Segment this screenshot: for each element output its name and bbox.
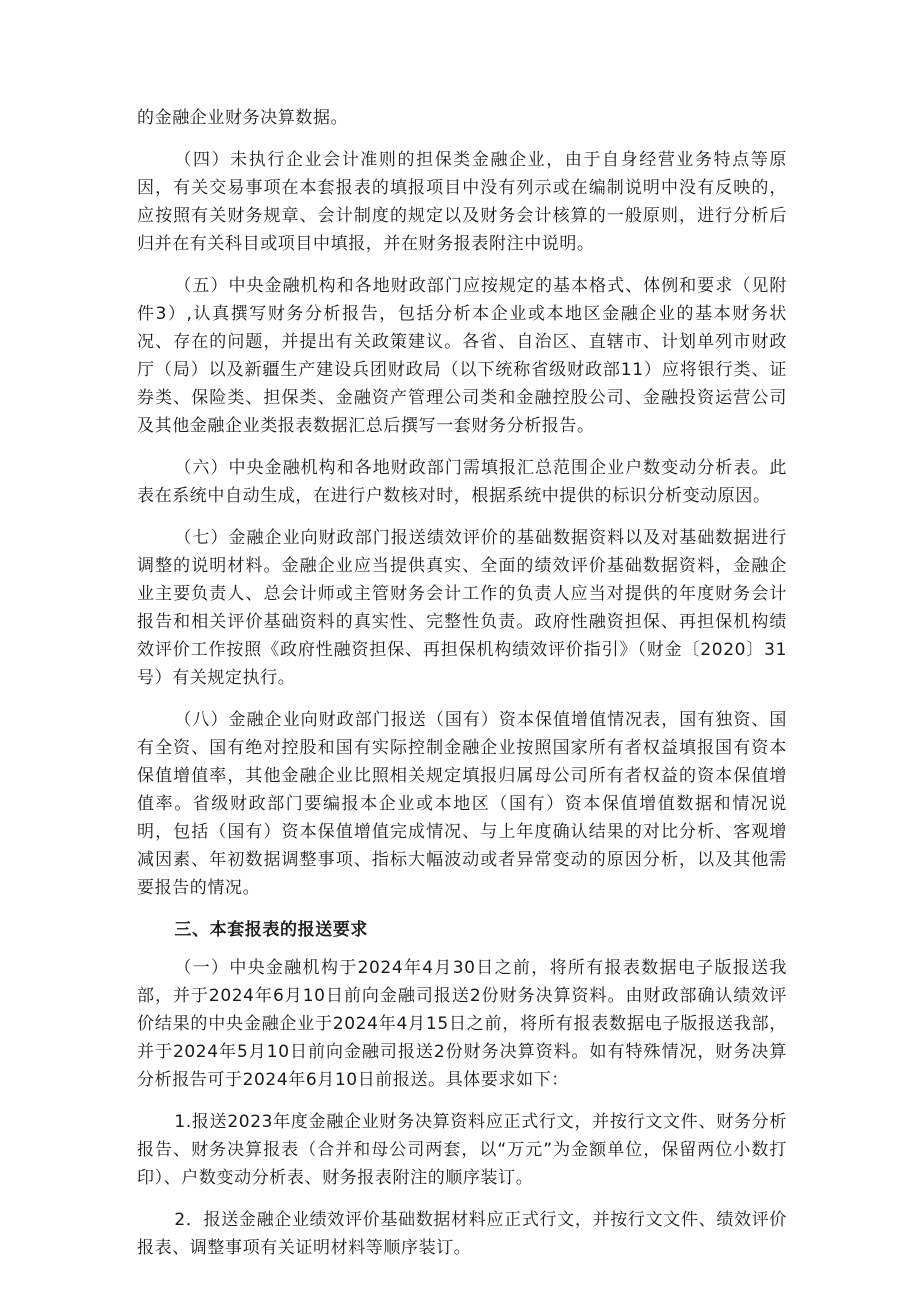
section-heading-3: 三、本套报表的报送要求: [174, 920, 368, 940]
paragraph-item-5: （五）中央金融机构和各地财政部门应按规定的基本格式、体例和要求（见附件3）,认真撰写财务分析报告，包括分析本企业或本地区金融企业的基本财务状况、存在的问题，并提出有关政策建议。各省、自治区、直辖市、计划单列市财政厅（局）以及新疆生产建设兵团财政局（以下统称省级财政部11）应将银行类、证券类、保险类、担保类、金融资产管理公司类和金融控股公司、金融投资运营公司及其他金融企业类报表数据汇总后撰写一套财务分析报告。: [137, 276, 787, 436]
paragraph-section3-item-1: （一）中央金融机构于2024年4月30日之前，将所有报表数据电子版报送我部，并于2024年6月10日前向金融司报送2份财务决算资料。由财政部确认绩效评价结果的中央金融企业于2024年4月15日之前，将所有报表数据电子版报送我部，并于2024年5月10日前向金融司报送2份财务决算资料。如有特殊情况，财务决算分析报告可于2024年6月10日前报送。具体要求如下：: [137, 958, 787, 1090]
document-body: [137, 104, 787, 1276]
paragraph-continuation: 的金融企业财务决算数据。: [137, 108, 349, 128]
paragraph-item-8: （八）金融企业向财政部门报送（国有）资本保值增值情况表，国有独资、国有全资、国有绝对控股和国有实际控制金融企业按照国家所有者权益填报国有资本保值增值率，其他金融企业比照相关规定填报归属母公司所有者权益的资本保值增值率。省级财政部门要编报本企业或本地区（国有）资本保值增值数据和情况说明，包括（国有）资本保值增值完成情况、与上年度确认结果的对比分析、客观增减因素、年初数据调整事项、指标大幅波动或者异常变动的原因分析，以及其他需要报告的情况。: [137, 710, 787, 898]
paragraph-requirement-1: 1.报送2023年度金融企业财务决算资料应正式行文，并按行文文件、财务分析报告、财务决算报表（合并和母公司两套，以“万元”为金额单位，保留两位小数打印）、户数变动分析表、财务报表附注的顺序装订。: [137, 1112, 787, 1188]
paragraph-item-4: （四）未执行企业会计准则的担保类金融企业，由于自身经营业务特点等原因，有关交易事项在本套报表的填报项目中没有列示或在编制说明中没有反映的，应按照有关财务规章、会计制度的规定以及财务会计核算的一般原则，进行分析后归并在有关科目或项目中填报，并在财务报表附注中说明。: [137, 150, 787, 254]
paragraph-requirement-2: 2．报送金融企业绩效评价基础数据材料应正式行文，并按行文文件、绩效评价报表、调整事项有关证明材料等顺序装订。: [137, 1210, 787, 1258]
paragraph-item-7: （七）金融企业向财政部门报送绩效评价的基础数据资料以及对基础数据进行调整的说明材料。金融企业应当提供真实、全面的绩效评价基础数据资料，金融企业主要负责人、总会计师或主管财务会计工作的负责人应当对提供的年度财务会计报告和相关评价基础资料的真实性、完整性负责。政府性融资担保、再担保机构绩效评价工作按照《政府性融资担保、再担保机构绩效评价指引》（财金〔2020〕31号）有关规定执行。: [137, 528, 787, 688]
paragraph-item-6: （六）中央金融机构和各地财政部门需填报汇总范围企业户数变动分析表。此表在系统中自动生成，在进行户数核对时，根据系统中提供的标识分析变动原因。: [137, 458, 787, 506]
